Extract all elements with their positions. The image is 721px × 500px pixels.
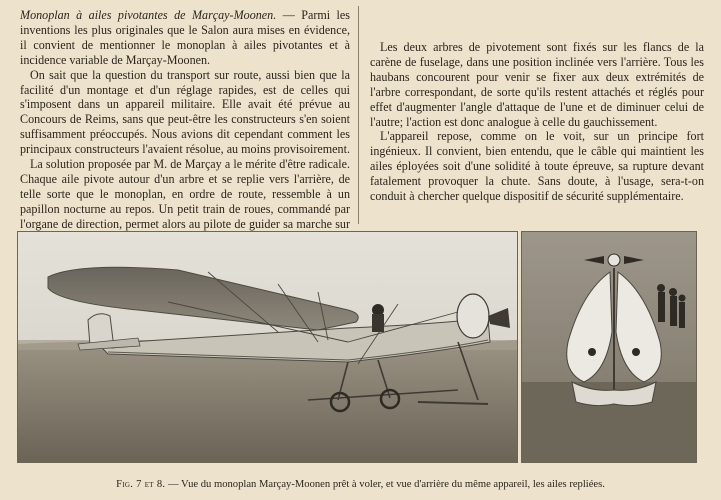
paragraph-principle: L'appareil repose, comme on le voit, sur un principe fort ingénieux. Il convient, bien entendu, que le câble qui maintient les ailes éployées soit d'une solidité à toute épreuve, sa rupture devant fatalement provoquer la chute. Sans doute, à l'usage, sera-t-on conduit à chercher quelque dispositif de sécurité supplémentaire. — [370, 129, 704, 204]
monoplane-rear-view-photo — [521, 231, 697, 463]
monoplane-rear-view-illustration — [522, 232, 696, 462]
caption-text: — Vue du monoplan Marçay-Moonen prêt à voler, et vue d'arrière du même appareil, les ailes repliées. — [165, 479, 605, 490]
monoplane-side-view-photo — [17, 231, 518, 463]
figure-label: Fig. 7 et 8. — [116, 479, 166, 490]
article-title: Monoplan à ailes pivotantes de Marçay-Moonen. — [20, 8, 277, 22]
column-divider — [358, 6, 359, 224]
intro-body: — Parmi les inventions les plus originales que le Salon aura mises en évidence, il convient de mentionner le monoplan à ailes pivotantes et à incidence variable de Marçay-Moonen. — [20, 8, 350, 67]
monoplane-side-view-illustration — [18, 232, 517, 462]
paragraph-intro — [20, 8, 350, 68]
left-text-column — [20, 8, 350, 247]
right-text-column — [370, 40, 704, 204]
paragraph-pivot-shafts: Les deux arbres de pivotement sont fixés sur les flancs de la carène de fuselage, dans une position inclinée vers l'arrière. Tous les haubans concourent pour venir se fixer aux deux extrémités de l'arbre correspondant, de sorte qu'ils restent attachés et réglés pour effet d'augmenter l'angle d'attaque de l'une et de diminuer celui de l'autre; l'action est donc analogue à celle du gauchissement. — [370, 40, 704, 129]
paragraph-solution: La solution proposée par M. de Marçay a le mérite d'être radicale. Chaque aile pivote autour d'un arbre et se replie vers l'arrière, de telle sorte que le monoplan, en ordre de route, ressemble à un papillon nocturne au repos. Un petit train de roues, commandé par l'organe de direction, permet alors au pilote de guider sa marche sur — [20, 157, 350, 231]
figure-caption — [0, 479, 721, 490]
paragraph-transport: On sait que la question du transport sur route, aussi bien que la facilité d'un montage et d'un réglage rapides, est de celles qui s'imposent dans un appareil militaire. Elle avait été prévue au Concours de Reims, sans que peut-être les constructeurs s'en soient suffisamment préoccupés. Nous avions dit cependant comment les principaux constructeurs l'avaient résolue, au moins provisoirement. — [20, 67, 350, 157]
